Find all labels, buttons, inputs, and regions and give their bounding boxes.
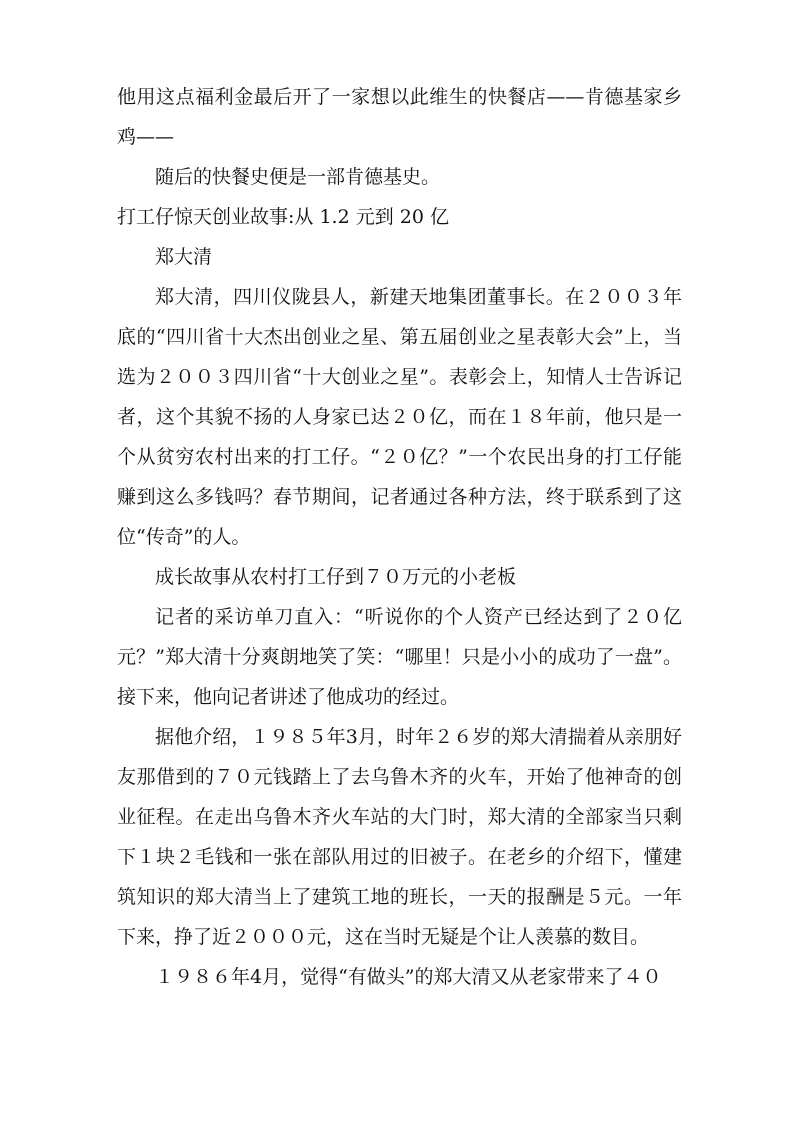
subheading-growth-story: 成长故事从农村打工仔到７０万元的小老板 (155, 566, 517, 588)
paragraph-interview: 记者的采访单刀直入：“听说你的个人资产已经达到了２０亿元？”郑大清十分爽朗地笑了笑：“哪里！只是小小的成功了一盘”。接下来，他向记者讲述了他成功的经过。 (117, 606, 682, 708)
paragraph-kfc-history: 随后的快餐史便是一部肯德基史。 (155, 166, 441, 188)
paragraph-intro: 郑大清，四川仪陇县人，新建天地集团董事长。在２００３年底的“四川省十大杰出创业之星、第五届创业之星表彰大会”上，当选为２００３四川省“十大创业之星”。表彰会上，知情人士告诉记者，这个其貌不扬的人身家已达２０亿，而在１８年前，他只是一个从贫穷农村出来的打工仔。“２０亿？”一个农民出身的打工仔能赚到这么多钱吗？春节期间，记者通过各种方法，终于联系到了这位“传奇”的人。 (117, 286, 682, 548)
person-name: 郑大清 (155, 246, 213, 268)
paragraph-kfc-continuation: 他用这点福利金最后开了一家想以此维生的快餐店——肯德基家乡鸡—— (117, 86, 682, 148)
paragraph-1986: １９８６年4月，觉得“有做头”的郑大清又从老家带来了４０ (155, 966, 662, 988)
paragraph-1985: 据他介绍，１９８５年3月，时年２６岁的郑大清揣着从亲朋好友那借到的７０元钱踏上了去乌鲁木齐的火车，开始了他神奇的创业征程。在走出乌鲁木齐火车站的大门时，郑大清的全部家当只剩下１块２毛钱和一张在部队用过的旧被子。在老乡的介绍下，懂建筑知识的郑大清当上了建筑工地的班长，一天的报酬是５元。一年下来，挣了近２０００元，这在当时无疑是个让人羡慕的数目。 (117, 726, 682, 948)
document-body (117, 77, 682, 997)
section-heading: 打工仔惊天创业故事:从 1.2 元到 20 亿 (117, 206, 449, 228)
